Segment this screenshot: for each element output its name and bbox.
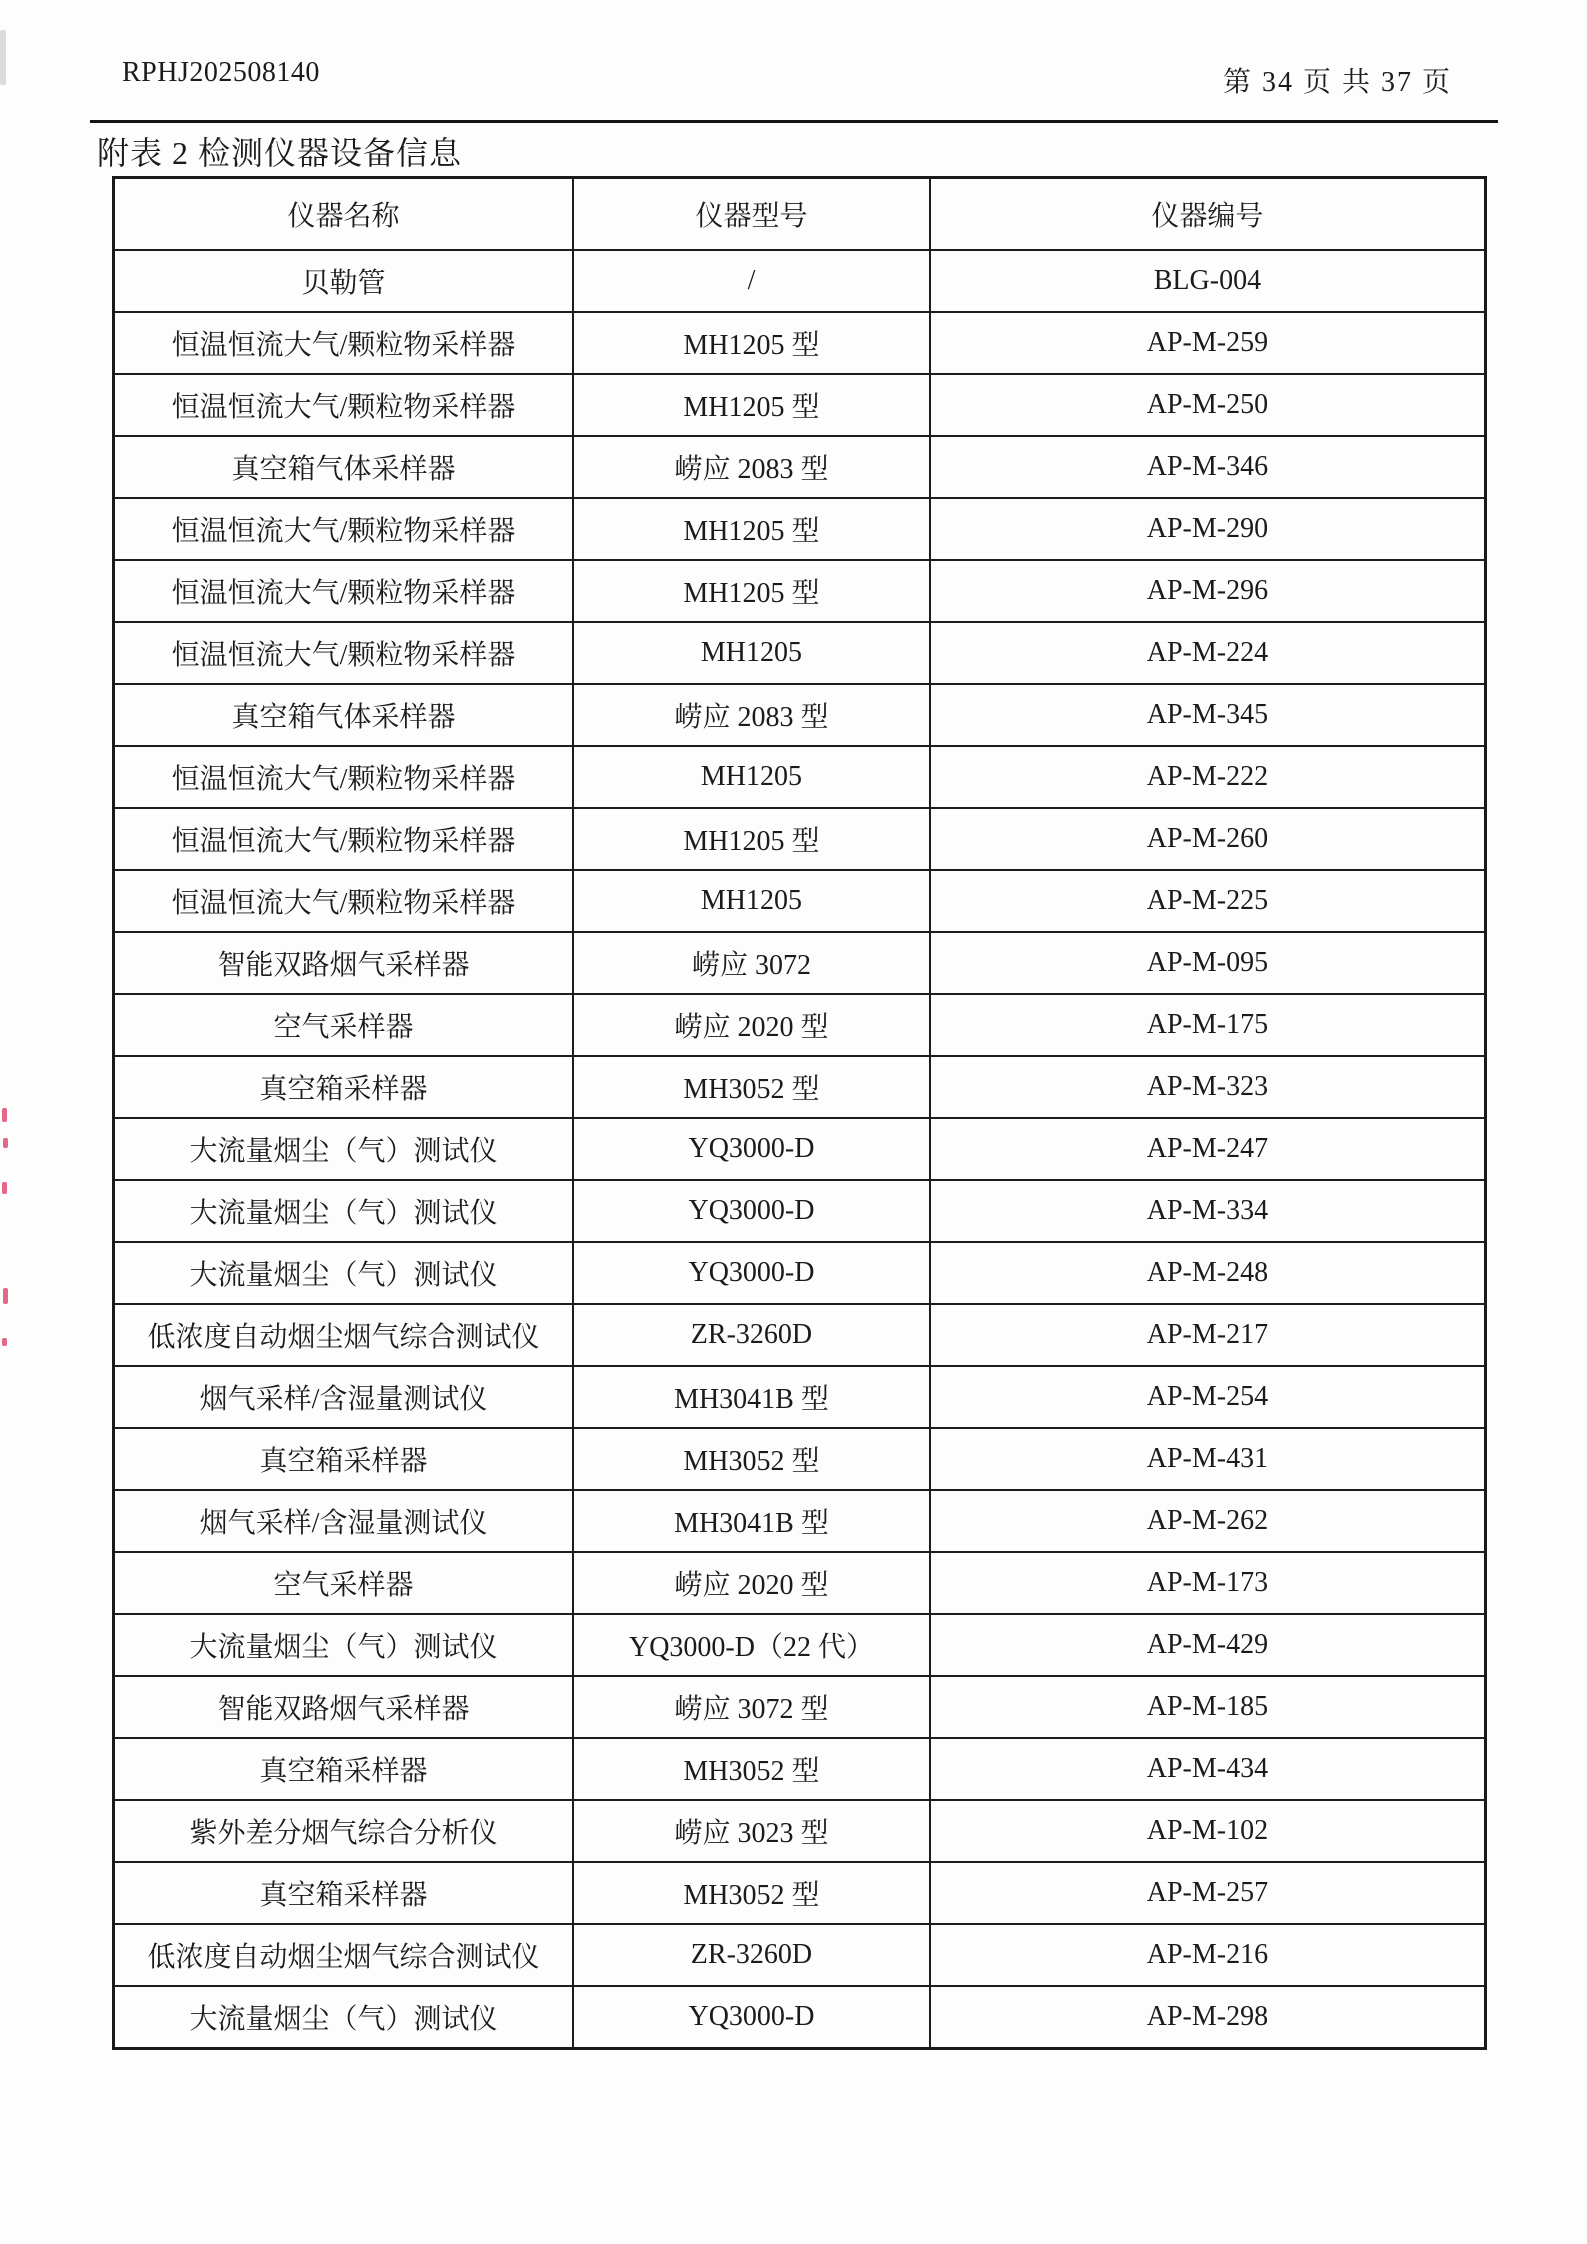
table-row xyxy=(114,746,1486,808)
table-body xyxy=(114,250,1486,2049)
device-serial-cell: AP-M-175 xyxy=(930,994,1486,1056)
scan-artifact xyxy=(2,1338,7,1346)
table-row xyxy=(114,436,1486,498)
device-model-cell: MH3052 型 xyxy=(573,1862,930,1924)
table-row xyxy=(114,1800,1486,1862)
device-model-cell: YQ3000-D xyxy=(573,1180,930,1242)
table-row xyxy=(114,808,1486,870)
table-row xyxy=(114,994,1486,1056)
device-serial-cell: AP-M-290 xyxy=(930,498,1486,560)
device-name-cell: 恒温恒流大气/颗粒物采样器 xyxy=(114,808,574,870)
device-name-cell: 烟气采样/含湿量测试仪 xyxy=(114,1366,574,1428)
device-model-cell: MH3052 型 xyxy=(573,1428,930,1490)
device-model-cell: 崂应 2083 型 xyxy=(573,684,930,746)
table-row xyxy=(114,250,1486,312)
device-name-cell: 贝勒管 xyxy=(114,250,574,312)
page-number-indicator: 第 34 页 共 37 页 xyxy=(1222,67,1452,98)
device-serial-cell: AP-M-102 xyxy=(930,1800,1486,1862)
device-name-cell: 大流量烟尘（气）测试仪 xyxy=(114,1180,574,1242)
table-row xyxy=(114,498,1486,560)
table-row xyxy=(114,1552,1486,1614)
device-model-cell: ZR-3260D xyxy=(573,1304,930,1366)
device-serial-cell: AP-M-185 xyxy=(930,1676,1486,1738)
device-model-cell: MH1205 型 xyxy=(573,560,930,622)
device-model-cell: MH3041B 型 xyxy=(573,1366,930,1428)
device-name-cell: 低浓度自动烟尘烟气综合测试仪 xyxy=(114,1924,574,1986)
device-model-cell: 崂应 3072 型 xyxy=(573,1676,930,1738)
device-name-cell: 真空箱采样器 xyxy=(114,1428,574,1490)
device-name-cell: 真空箱采样器 xyxy=(114,1738,574,1800)
scan-artifact xyxy=(3,1138,8,1148)
device-name-cell: 真空箱采样器 xyxy=(114,1862,574,1924)
table-row xyxy=(114,1986,1486,2049)
scan-artifact xyxy=(2,1182,7,1194)
table-header xyxy=(114,178,1486,251)
table-row xyxy=(114,1242,1486,1304)
device-model-cell: 崂应 2020 型 xyxy=(573,994,930,1056)
device-model-cell: MH3041B 型 xyxy=(573,1490,930,1552)
device-name-cell: 烟气采样/含湿量测试仪 xyxy=(114,1490,574,1552)
scan-artifact xyxy=(3,1288,8,1304)
device-name-cell: 恒温恒流大气/颗粒物采样器 xyxy=(114,622,574,684)
device-model-cell: MH1205 型 xyxy=(573,498,930,560)
scan-artifact xyxy=(2,1108,7,1122)
device-name-cell: 恒温恒流大气/颗粒物采样器 xyxy=(114,312,574,374)
instrument-table xyxy=(112,176,1487,2050)
header-row xyxy=(114,178,1486,251)
table-row xyxy=(114,374,1486,436)
document-number: RPHJ202508140 xyxy=(122,57,320,88)
device-model-cell: 崂应 3072 xyxy=(573,932,930,994)
column-header-instrument-serial: 仪器编号 xyxy=(930,178,1486,251)
device-model-cell: 崂应 2020 型 xyxy=(573,1552,930,1614)
device-name-cell: 空气采样器 xyxy=(114,1552,574,1614)
appendix-table-title: 附表 2 检测仪器设备信息 xyxy=(97,135,463,171)
table-row xyxy=(114,1180,1486,1242)
device-model-cell: MH1205 xyxy=(573,870,930,932)
table-row xyxy=(114,1056,1486,1118)
table-row xyxy=(114,312,1486,374)
column-header-instrument-model: 仪器型号 xyxy=(573,178,930,251)
device-name-cell: 低浓度自动烟尘烟气综合测试仪 xyxy=(114,1304,574,1366)
device-name-cell: 恒温恒流大气/颗粒物采样器 xyxy=(114,374,574,436)
device-serial-cell: AP-M-173 xyxy=(930,1552,1486,1614)
device-name-cell: 真空箱采样器 xyxy=(114,1056,574,1118)
device-serial-cell: AP-M-346 xyxy=(930,436,1486,498)
device-serial-cell: AP-M-434 xyxy=(930,1738,1486,1800)
device-serial-cell: AP-M-431 xyxy=(930,1428,1486,1490)
table-row xyxy=(114,684,1486,746)
device-model-cell: MH1205 型 xyxy=(573,374,930,436)
table-row xyxy=(114,1614,1486,1676)
device-name-cell: 恒温恒流大气/颗粒物采样器 xyxy=(114,870,574,932)
device-serial-cell: AP-M-323 xyxy=(930,1056,1486,1118)
device-serial-cell: AP-M-247 xyxy=(930,1118,1486,1180)
device-name-cell: 大流量烟尘（气）测试仪 xyxy=(114,1614,574,1676)
device-model-cell: 崂应 3023 型 xyxy=(573,1800,930,1862)
table-row xyxy=(114,932,1486,994)
device-name-cell: 紫外差分烟气综合分析仪 xyxy=(114,1800,574,1862)
device-model-cell: MH1205 型 xyxy=(573,312,930,374)
table-row xyxy=(114,870,1486,932)
scan-artifact xyxy=(0,30,6,85)
table-row xyxy=(114,1676,1486,1738)
device-serial-cell: AP-M-262 xyxy=(930,1490,1486,1552)
device-model-cell: MH1205 xyxy=(573,622,930,684)
device-name-cell: 大流量烟尘（气）测试仪 xyxy=(114,1242,574,1304)
device-name-cell: 大流量烟尘（气）测试仪 xyxy=(114,1986,574,2049)
table-row xyxy=(114,1118,1486,1180)
device-name-cell: 恒温恒流大气/颗粒物采样器 xyxy=(114,746,574,808)
device-serial-cell: AP-M-224 xyxy=(930,622,1486,684)
device-serial-cell: AP-M-298 xyxy=(930,1986,1486,2049)
table-row xyxy=(114,1366,1486,1428)
device-name-cell: 智能双路烟气采样器 xyxy=(114,1676,574,1738)
device-name-cell: 大流量烟尘（气）测试仪 xyxy=(114,1118,574,1180)
device-model-cell: YQ3000-D xyxy=(573,1118,930,1180)
table-row xyxy=(114,1924,1486,1986)
device-serial-cell: AP-M-250 xyxy=(930,374,1486,436)
device-name-cell: 恒温恒流大气/颗粒物采样器 xyxy=(114,560,574,622)
device-model-cell: MH1205 xyxy=(573,746,930,808)
device-name-cell: 空气采样器 xyxy=(114,994,574,1056)
device-serial-cell: AP-M-345 xyxy=(930,684,1486,746)
device-name-cell: 真空箱气体采样器 xyxy=(114,684,574,746)
table-row xyxy=(114,560,1486,622)
table-row xyxy=(114,1862,1486,1924)
device-serial-cell: AP-M-095 xyxy=(930,932,1486,994)
device-serial-cell: BLG-004 xyxy=(930,250,1486,312)
device-model-cell: ZR-3260D xyxy=(573,1924,930,1986)
device-model-cell: YQ3000-D（22 代） xyxy=(573,1614,930,1676)
table-row xyxy=(114,1428,1486,1490)
device-serial-cell: AP-M-334 xyxy=(930,1180,1486,1242)
device-serial-cell: AP-M-225 xyxy=(930,870,1486,932)
device-serial-cell: AP-M-260 xyxy=(930,808,1486,870)
device-serial-cell: AP-M-257 xyxy=(930,1862,1486,1924)
device-serial-cell: AP-M-296 xyxy=(930,560,1486,622)
device-model-cell: / xyxy=(573,250,930,312)
device-serial-cell: AP-M-217 xyxy=(930,1304,1486,1366)
device-serial-cell: AP-M-222 xyxy=(930,746,1486,808)
device-serial-cell: AP-M-216 xyxy=(930,1924,1486,1986)
table-row xyxy=(114,1738,1486,1800)
table-row xyxy=(114,1304,1486,1366)
device-model-cell: MH3052 型 xyxy=(573,1738,930,1800)
column-header-instrument-name: 仪器名称 xyxy=(114,178,574,251)
device-name-cell: 真空箱气体采样器 xyxy=(114,436,574,498)
device-serial-cell: AP-M-254 xyxy=(930,1366,1486,1428)
device-model-cell: YQ3000-D xyxy=(573,1986,930,2049)
device-name-cell: 智能双路烟气采样器 xyxy=(114,932,574,994)
device-serial-cell: AP-M-259 xyxy=(930,312,1486,374)
device-serial-cell: AP-M-429 xyxy=(930,1614,1486,1676)
device-model-cell: 崂应 2083 型 xyxy=(573,436,930,498)
device-model-cell: MH3052 型 xyxy=(573,1056,930,1118)
device-model-cell: MH1205 型 xyxy=(573,808,930,870)
table-row xyxy=(114,1490,1486,1552)
device-model-cell: YQ3000-D xyxy=(573,1242,930,1304)
header-divider xyxy=(90,120,1498,123)
table-row xyxy=(114,622,1486,684)
device-name-cell: 恒温恒流大气/颗粒物采样器 xyxy=(114,498,574,560)
device-serial-cell: AP-M-248 xyxy=(930,1242,1486,1304)
